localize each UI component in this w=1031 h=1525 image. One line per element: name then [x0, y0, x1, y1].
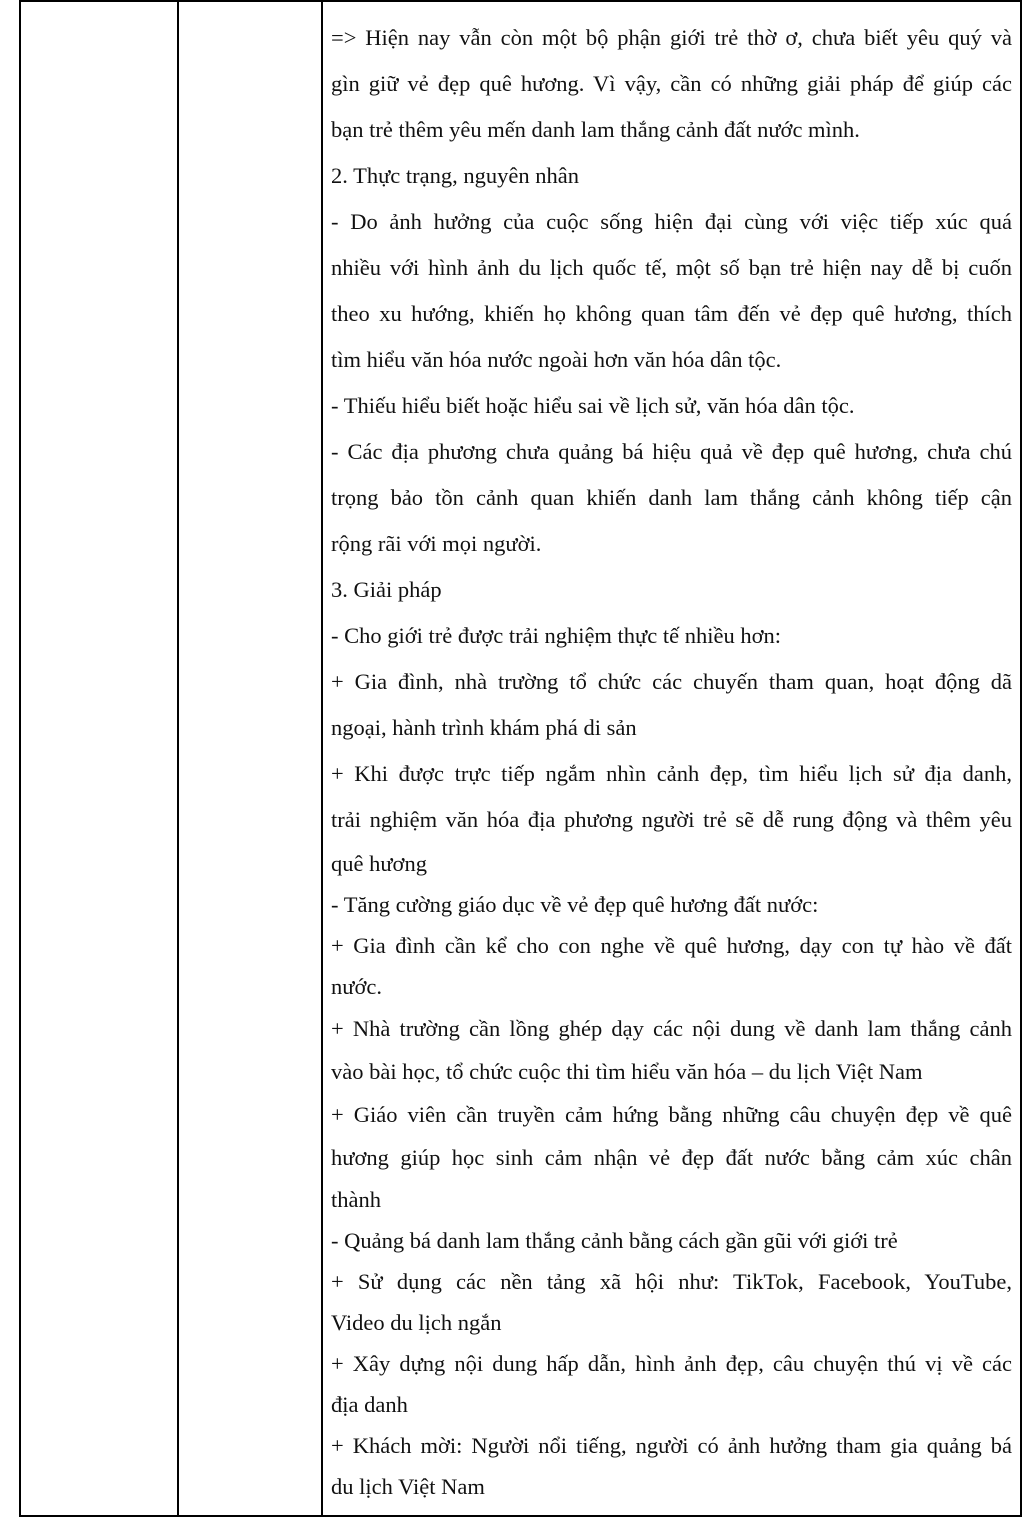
text-line: + Gia đình cần kể cho con nghe về quê hương, dạy con tự hào về đất [331, 933, 1012, 958]
answer-text-block [323, 2, 1020, 1507]
table-cell-content [322, 1, 1021, 1516]
text-line: bạn trẻ thêm yêu mến danh lam thắng cảnh đất nước mình. [331, 117, 860, 142]
text-line: hương giúp học sinh cảm nhận vẻ đẹp đất nước bằng cảm xúc chân [331, 1145, 1012, 1170]
text-line: - Cho giới trẻ được trải nghiệm thực tế nhiều hơn: [331, 623, 781, 648]
text-line: tìm hiểu văn hóa nước ngoài hơn văn hóa dân tộc. [331, 347, 782, 372]
text-line: - Tăng cường giáo dục về vẻ đẹp quê hương đất nước: [331, 892, 819, 917]
text-line: + Khi được trực tiếp ngắm nhìn cảnh đẹp, tìm hiểu lịch sử địa danh, [331, 761, 1012, 786]
text-line: + Xây dựng nội dung hấp dẫn, hình ảnh đẹp, câu chuyện thú vị về các [331, 1351, 1012, 1376]
text-line: rộng rãi với mọi người. [331, 531, 542, 556]
table-row [20, 1, 1021, 1516]
text-line: trọng bảo tồn cảnh quan khiến danh lam thắng cảnh không tiếp cận [331, 485, 1012, 510]
text-line: Video du lịch ngắn [331, 1310, 502, 1335]
text-line: + Khách mời: Người nổi tiếng, người có ảnh hưởng tham gia quảng bá [331, 1433, 1012, 1458]
text-line: địa danh [331, 1392, 408, 1417]
table-cell-empty-2 [178, 1, 322, 1516]
text-line: ngoại, hành trình khám phá di sản [331, 715, 637, 740]
table-cell-empty-1 [20, 1, 178, 1516]
text-line: - Do ảnh hưởng của cuộc sống hiện đại cùng với việc tiếp xúc quá [331, 209, 1012, 234]
text-line: du lịch Việt Nam [331, 1474, 485, 1499]
text-line: gìn giữ vẻ đẹp quê hương. Vì vậy, cần có những giải pháp để giúp các [331, 71, 1012, 96]
text-line: theo xu hướng, khiến họ không quan tâm đến vẻ đẹp quê hương, thích [331, 301, 1012, 326]
text-line: => Hiện nay vẫn còn một bộ phận giới trẻ thờ ơ, chưa biết yêu quý và [331, 25, 1012, 50]
text-line: + Gia đình, nhà trường tổ chức các chuyến tham quan, hoạt động dã [331, 669, 1012, 694]
text-line: nước. [331, 974, 382, 999]
text-line: - Quảng bá danh lam thắng cảnh bằng cách gần gũi với giới trẻ [331, 1228, 898, 1253]
text-line: nhiều với hình ảnh du lịch quốc tế, một số bạn trẻ hiện nay dễ bị cuốn [331, 255, 1012, 280]
text-line: + Sử dụng các nền tảng xã hội như: TikTok, Facebook, YouTube, [331, 1269, 1012, 1294]
text-line: 3. Giải pháp [331, 577, 442, 602]
text-line: trải nghiệm văn hóa địa phương người trẻ sẽ dễ rung động và thêm yêu [331, 807, 1012, 832]
text-line: + Nhà trường cần lồng ghép dạy các nội dung về danh lam thắng cảnh [331, 1016, 1012, 1041]
text-line: - Thiếu hiểu biết hoặc hiểu sai về lịch sử, văn hóa dân tộc. [331, 393, 855, 418]
content-table [19, 0, 1022, 1517]
text-line: vào bài học, tổ chức cuộc thi tìm hiểu văn hóa – du lịch Việt Nam [331, 1059, 923, 1084]
text-line: 2. Thực trạng, nguyên nhân [331, 163, 579, 188]
text-line: quê hương [331, 851, 427, 876]
text-line: thành [331, 1187, 381, 1212]
text-line: + Giáo viên cần truyền cảm hứng bằng những câu chuyện đẹp về quê [331, 1102, 1012, 1127]
text-line: - Các địa phương chưa quảng bá hiệu quả về đẹp quê hương, chưa chú [331, 439, 1012, 464]
